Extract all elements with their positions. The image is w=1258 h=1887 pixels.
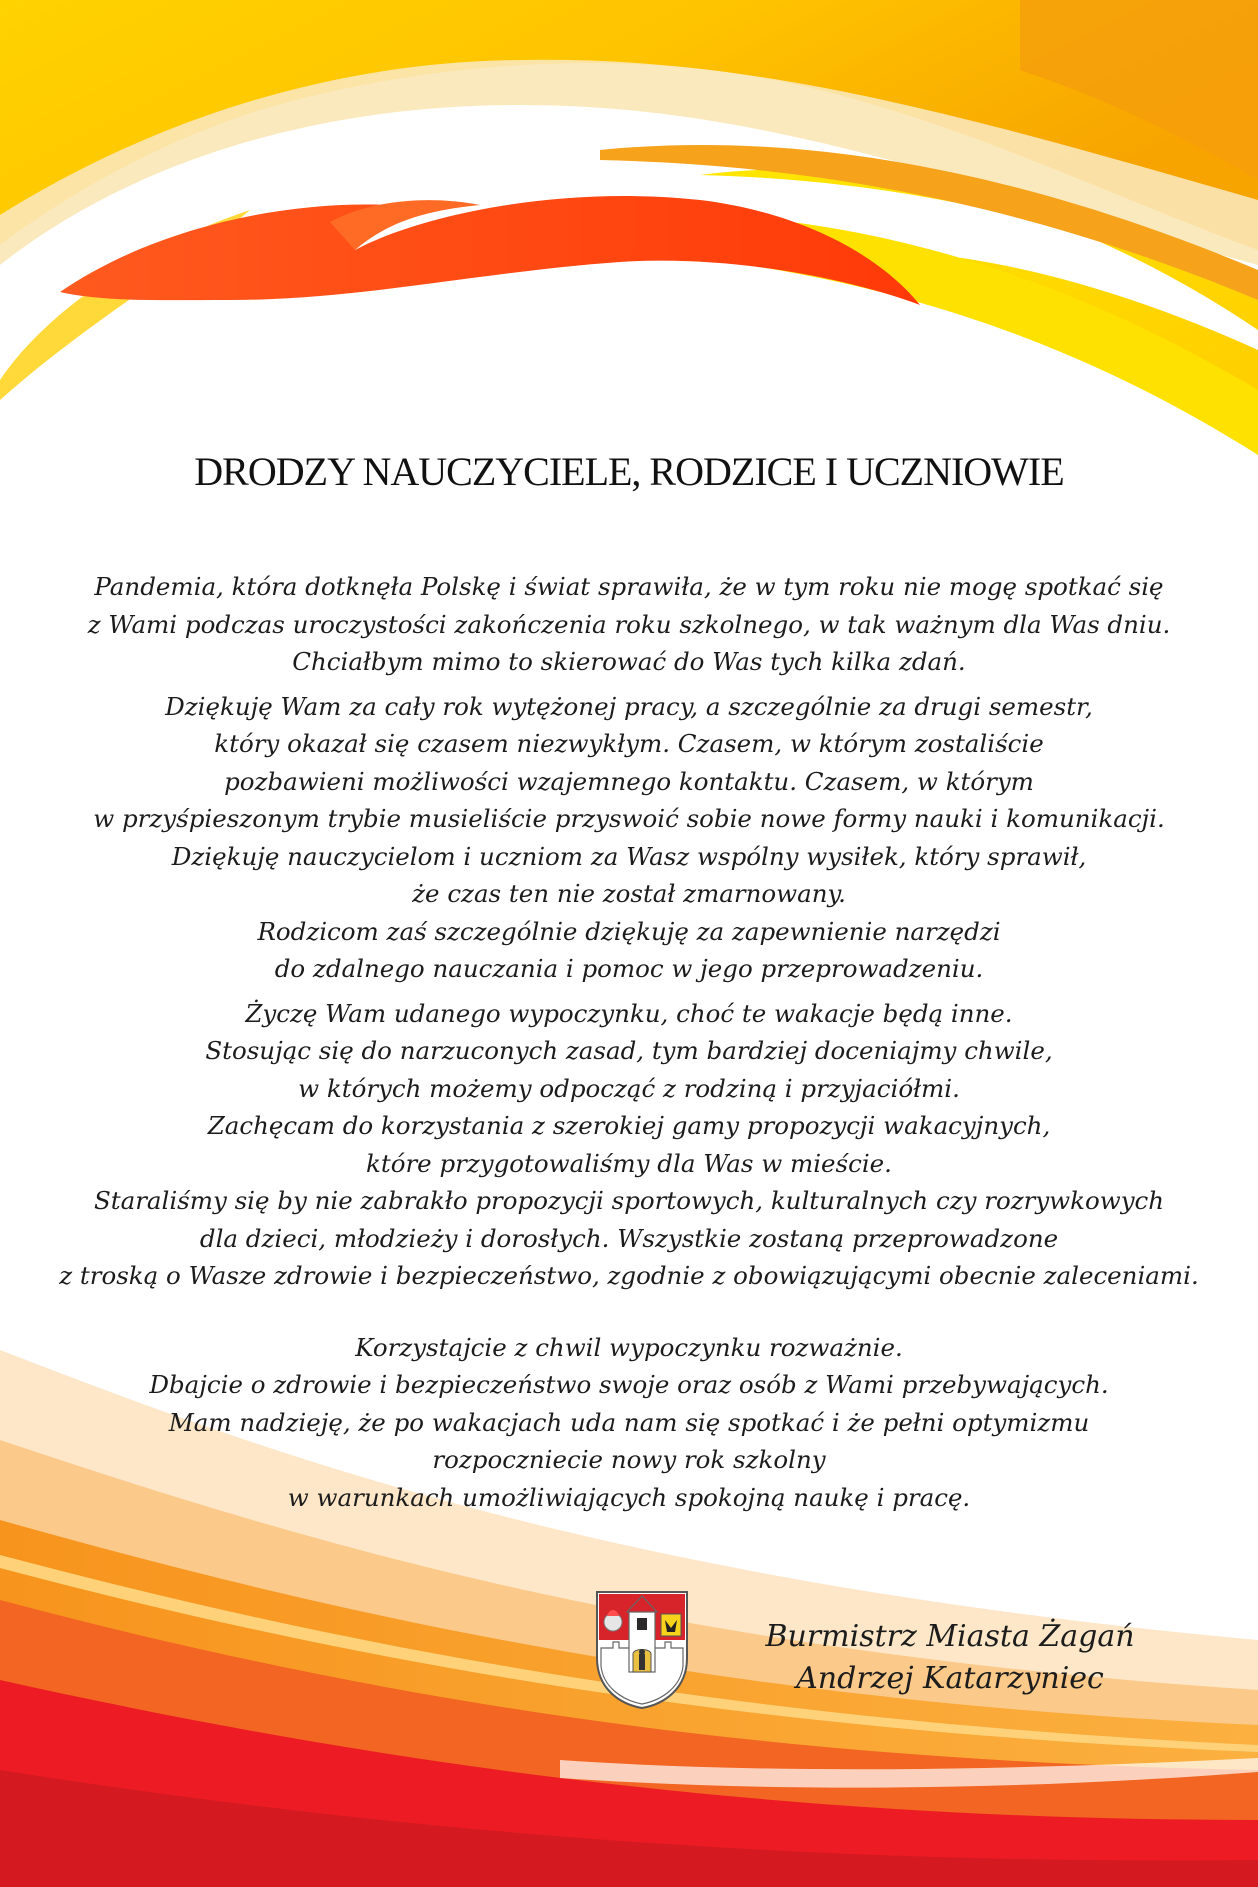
- letter-line: który okazał się czasem niezwykłym. Czasem, w którym zostaliście: [214, 729, 1044, 758]
- paragraph-1: [40, 568, 1218, 681]
- signature: [760, 1616, 1140, 1700]
- letter-line: Chciałbym mimo to skierować do Was tych kilka zdań.: [292, 647, 966, 676]
- letter-line: w przyśpieszonym trybie musieliście przyswoić sobie nowe formy nauki i komunikacji.: [93, 804, 1165, 833]
- letter-line: rozpoczniecie nowy rok szkolny: [432, 1445, 826, 1474]
- letter-line: Stosując się do narzuconych zasad, tym bardziej doceniajmy chwile,: [205, 1036, 1053, 1065]
- top-flame-red: [60, 196, 920, 305]
- letter-line: Dziękuję Wam za cały rok wytężonej pracy, a szczególnie za drugi semestr,: [165, 691, 1093, 721]
- letter-body: [40, 568, 1218, 1516]
- signature-name: Andrzej Katarzyniec: [796, 1661, 1104, 1696]
- letter-line: Dziękuję nauczycielom i uczniom za Wasz wspólny wysiłek, który sprawił,: [171, 841, 1087, 871]
- letter-line: pozbawieni możliwości wzajemnego kontaktu. Czasem, w którym: [224, 766, 1034, 796]
- letter-line: w których możemy odpocząć z rodziną i przyjaciółmi.: [298, 1073, 960, 1103]
- paragraph-3: [40, 995, 1218, 1295]
- letter-line: Korzystajcie z chwil wypoczynku rozważnie.: [355, 1332, 903, 1362]
- signature-role: Burmistrz Miasta Żagań: [765, 1619, 1135, 1654]
- page-title: DRODZY NAUCZYCIELE, RODZICE I UCZNIOWIE: [194, 449, 1064, 494]
- letter-line: w warunkach umożliwiających spokojną naukę i pracę.: [287, 1482, 971, 1512]
- letter-line: z troską o Wasze zdrowie i bezpieczeństwo, zgodnie z obowiązującymi obecnie zaleceniami.: [59, 1261, 1199, 1290]
- letter-line: Życzę Wam udanego wypoczynku, choć te wakacje będą inne.: [245, 998, 1013, 1028]
- paragraph-2: [40, 688, 1218, 988]
- letter-line: Zachęcam do korzystania z szerokiej gamy propozycji wakacyjnych,: [207, 1111, 1051, 1140]
- letter-line: Mam nadzieję, że po wakacjach uda nam się spotkać i że pełni optymizmu: [168, 1407, 1090, 1437]
- letter-line: Dbajcie o zdrowie i bezpieczeństwo swoje oraz osób z Wami przebywających.: [149, 1370, 1109, 1399]
- letter-line: Rodzicom zaś szczególnie dziękuję za zapewnienie narzędzi: [257, 916, 1001, 946]
- letter-line: Pandemia, która dotknęła Polskę i świat sprawiła, że w tym roku nie mogę spotkać się: [94, 572, 1164, 601]
- coat-of-arms-icon: [593, 1588, 691, 1710]
- paragraph-4: [40, 1329, 1218, 1517]
- letter-line: że czas ten nie został zmarnowany.: [412, 879, 846, 908]
- letter-line: Staraliśmy się by nie zabrakło propozycji sportowych, kulturalnych czy rozrywkowych: [93, 1186, 1165, 1215]
- letter-line: do zdalnego nauczania i pomoc w jego przeprowadzeniu.: [274, 954, 984, 983]
- letter-line: dla dzieci, młodzieży i dorosłych. Wszystkie zostaną przeprowadzone: [199, 1223, 1059, 1253]
- letter-line: które przygotowaliśmy dla Was w mieście.: [366, 1148, 892, 1178]
- letter-line: z Wami podczas uroczystości zakończenia roku szkolnego, w tak ważnym dla Was dniu.: [87, 609, 1171, 639]
